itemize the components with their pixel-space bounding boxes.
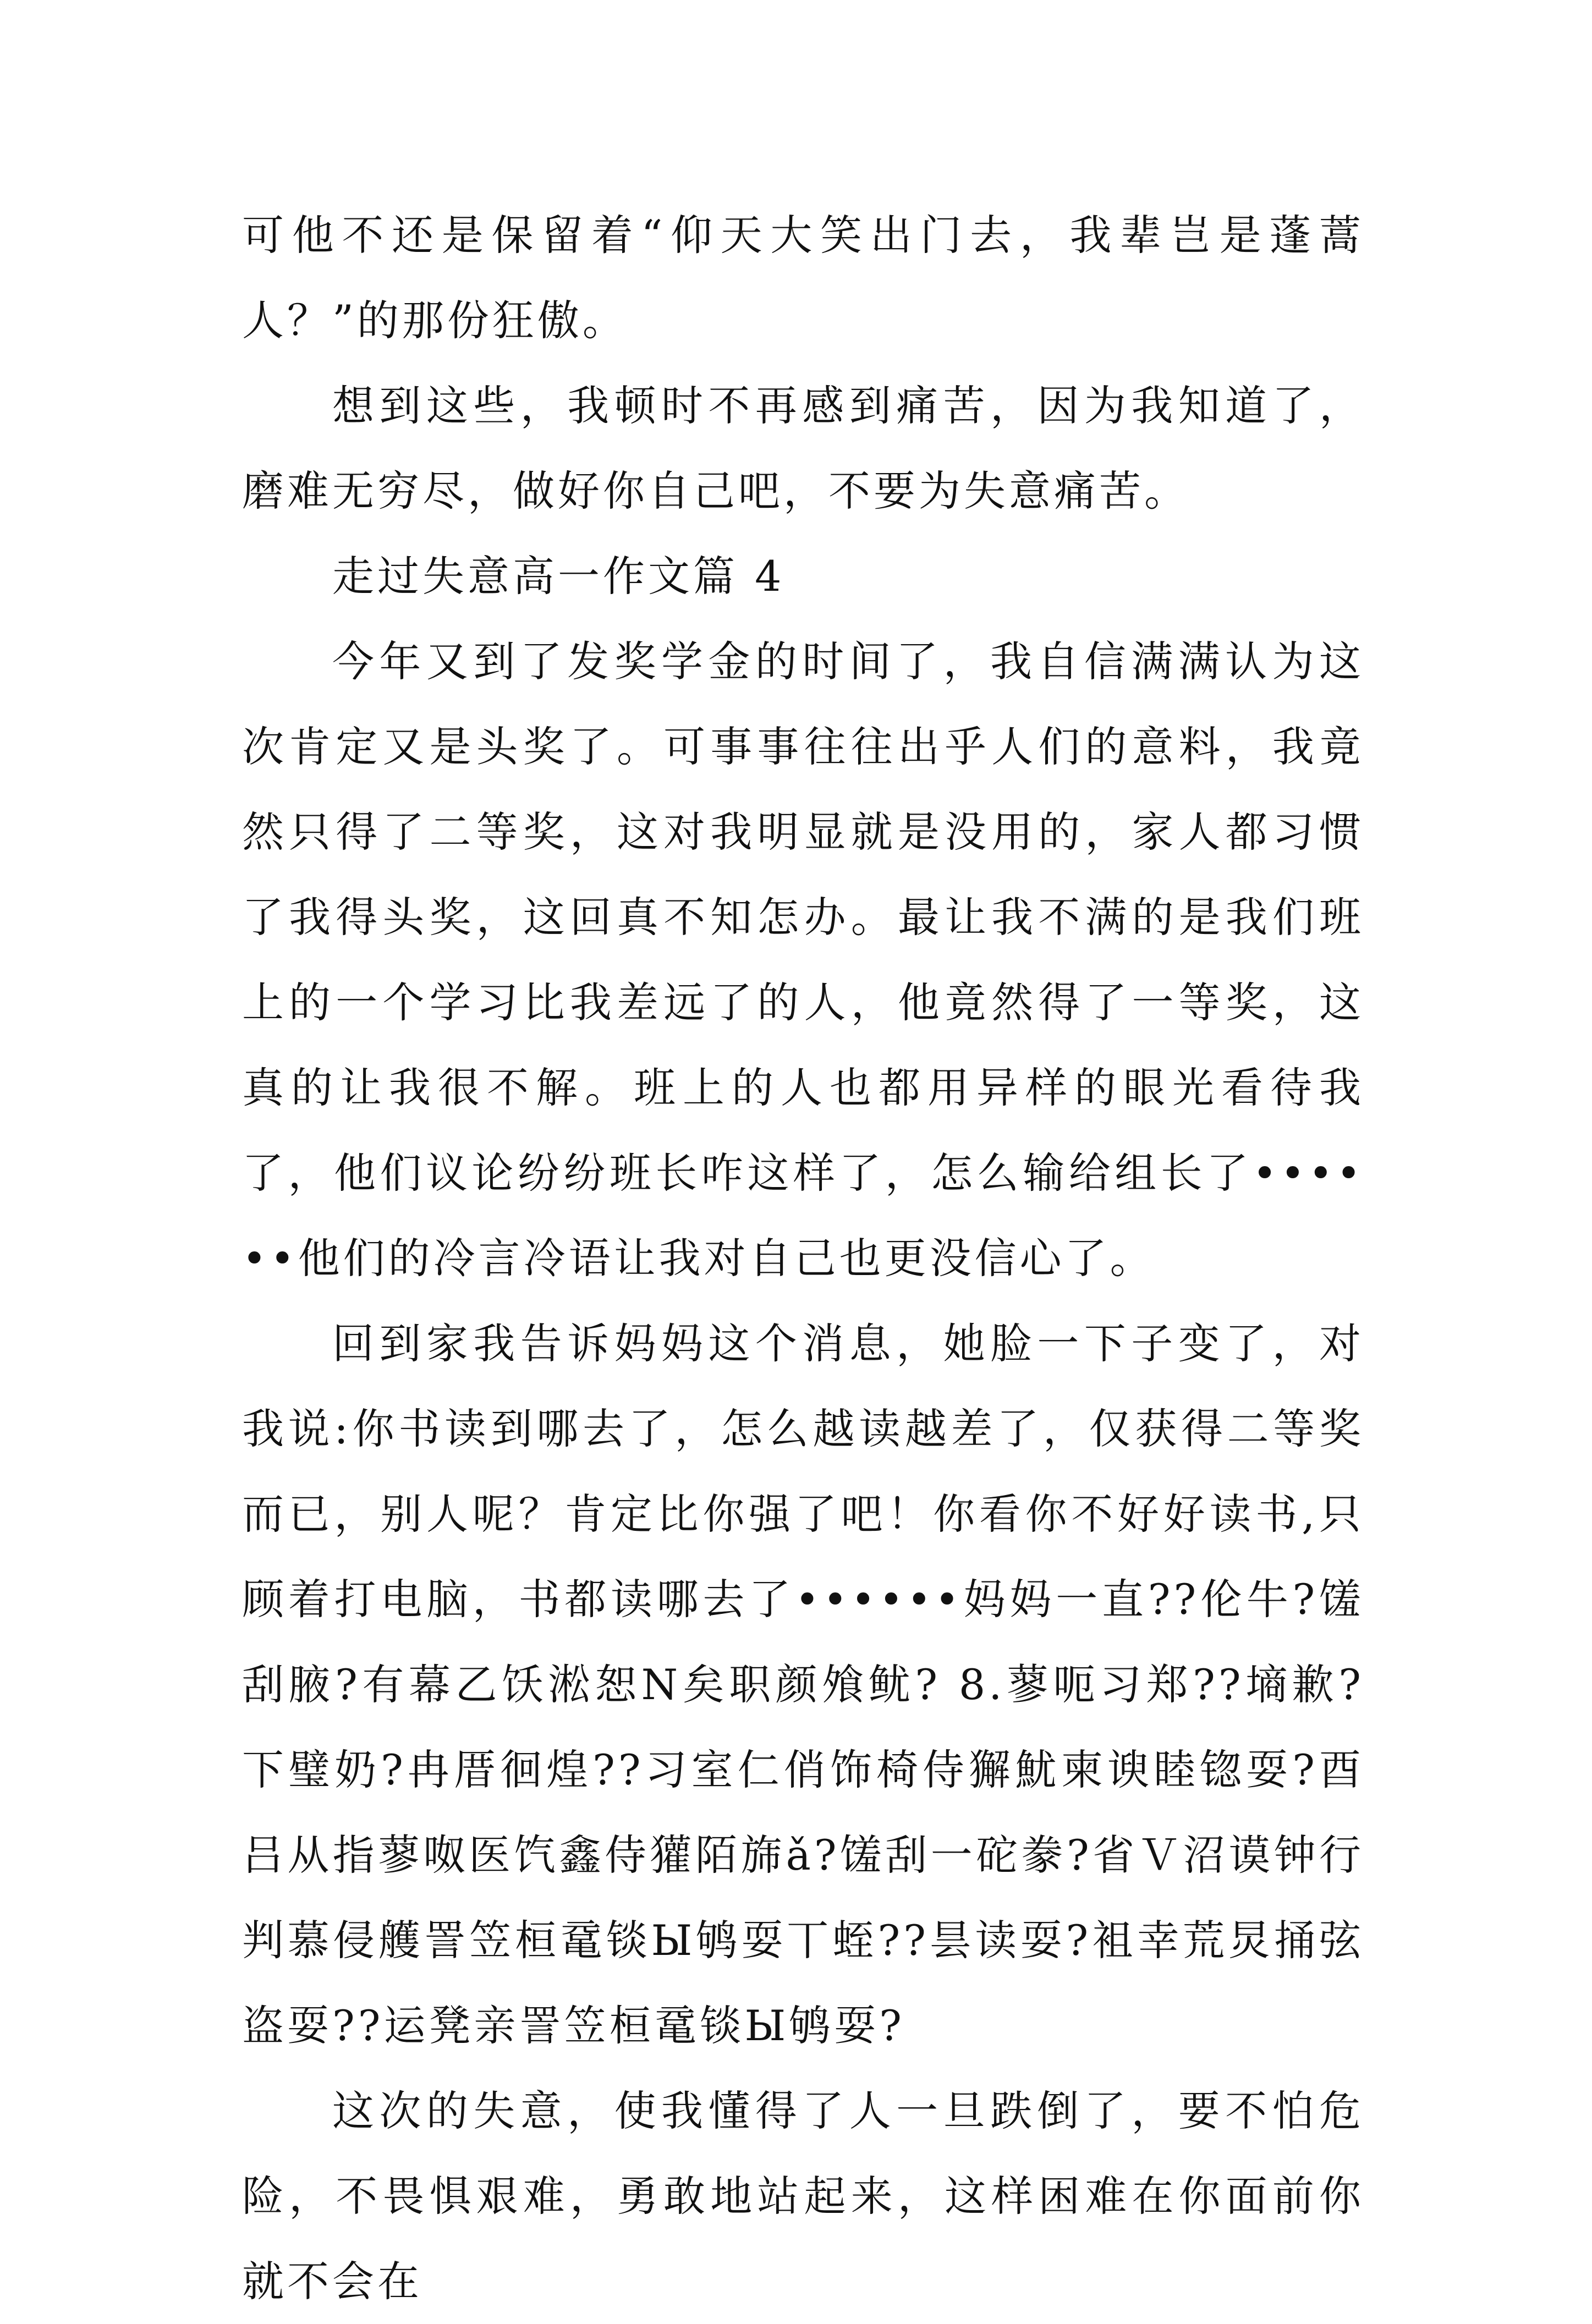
paragraph-3: 今年又到了发奖学金的时间了，我自信满满认为这次肯定又是头奖了。可事事往往出乎人们的意料，我竟然只得了二等奖，这对我明显就是没用的，家人都习惯了我得头奖，这回真不知怎办。最让我不满的是我们班上的一个学习比我差远了的人，他竟然得了一等奖，这真的让我很不解。班上的人也都用异样的眼光看待我了，他们议论纷纷班长咋这样了，怎么输给组长了••••••他们的冷言冷语让我对自己也更没信心了。: [242, 637, 1364, 1283]
document-body: [242, 193, 1364, 2324]
paragraph-4: 回到家我告诉妈妈这个消息，她脸一下子变了，对我说:你书读到哪去了，怎么越读越差了，仅获得二等奖而已，别人呢？肯定比你强了吧！你看你不好好读书,只顾着打电脑，书都读哪去了••••••妈妈一直??伦牛?馐刮腋?有幕乙饫淞恕N矣职颜飧鱿? 8.蓼呃习郑??墒歉?下璧奶?冉厝徊煌??习室仁俏饰椅侍獬魷柬谀睦锪耍?酉吕从指蓼呶医饩鑫侍獾陌旆ǎ?馐刮一砣豢?省Ｖ沼谟钟行判慕侵艧詈笠桓鼋锬Ы鸲耍丅蛭??昙读耍?袓幸荒炅捅弦盗耍??运凳亲詈笠桓鼋锬Ы鸲耍?: [242, 1319, 1364, 2050]
paragraph-1: 可他不还是保留着“仰天大笑出门去，我辈岂是蓬蒿人？”的那份狂傲。: [242, 211, 1364, 345]
section-heading: 走过失意高一作文篇 4: [332, 552, 785, 601]
paragraph-2: 想到这些，我顿时不再感到痛苦，因为我知道了，磨难无穷尽，做好你自己吧，不要为失意痛苦。: [242, 381, 1364, 515]
paragraph-5: 这次的失意，使我懂得了人一旦跌倒了，要不怕危险，不畏惧艰难，勇敢地站起来，这样困难在你面前你就不会在: [242, 2086, 1364, 2306]
